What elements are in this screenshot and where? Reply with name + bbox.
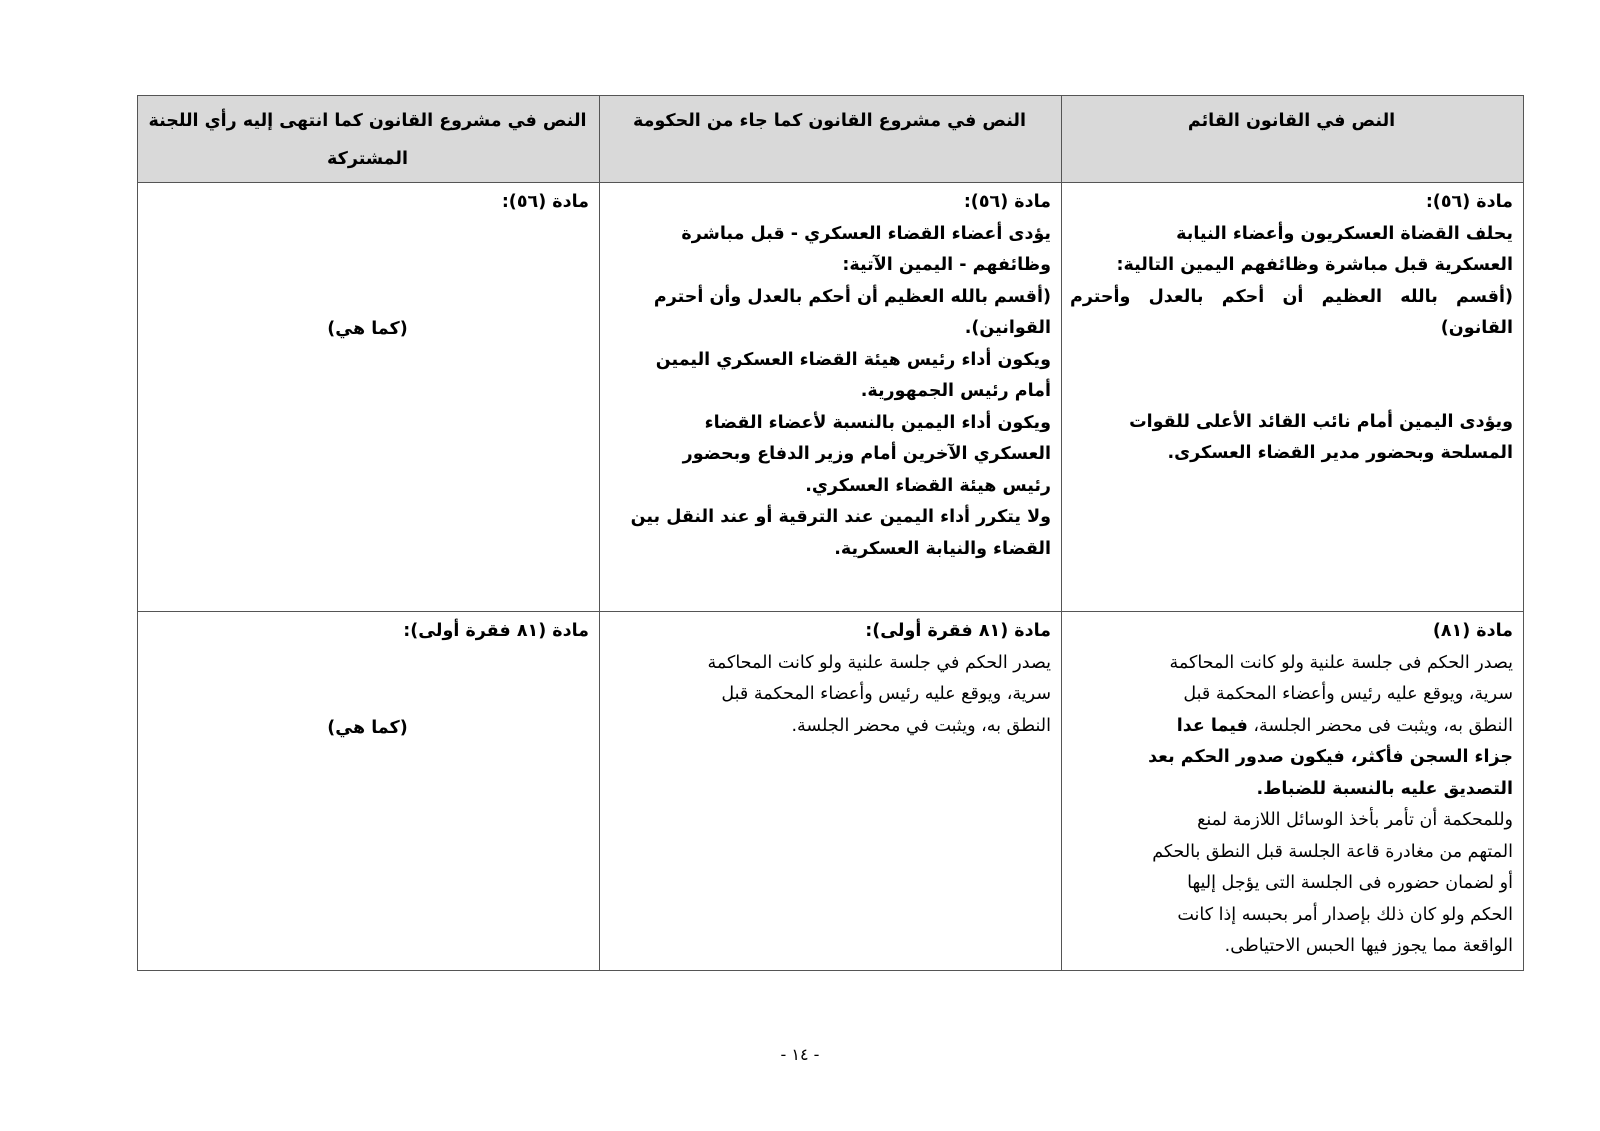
text-line: أو لضمان حضوره فى الجلسة التى يؤجل إليها [1187, 873, 1513, 893]
text-line: يصدر الحكم في جلسة علنية ولو كانت المحاكمة [707, 652, 1051, 673]
unchanged-note: (كما هي) [327, 318, 408, 339]
text-normal: النطق به، ويثبت فى محضر الجلسة، [1253, 715, 1513, 736]
text-line: المسلحة وبحضور مدير القضاء العسكرى. [1167, 443, 1513, 463]
cell-government-draft-article-56 [600, 183, 1062, 612]
text-line: أمام رئيس الجمهورية. [860, 381, 1051, 401]
text-line: التصديق عليه بالنسبة للضباط. [1256, 778, 1513, 799]
paragraph-gap [1070, 345, 1513, 407]
text-line: العسكري الآخرين أمام وزير الدفاع وبحضور [682, 444, 1051, 464]
text-line: القوانين). [964, 318, 1051, 338]
comparison-table [137, 95, 1524, 971]
cell-government-draft-article-81 [600, 612, 1062, 971]
text-line: ويكون أداء اليمين بالنسبة لأعضاء القضاء [704, 412, 1051, 433]
text-bold: فيما عدا [1176, 715, 1248, 736]
page-number: - ١٤ - [780, 1045, 820, 1064]
article-title: مادة (٥٦): [963, 192, 1051, 212]
text-line: وظائفهم - اليمين الآتية: [842, 255, 1051, 275]
text-line: ولا يتكرر أداء اليمين عند الترقية أو عند النقل بين [630, 507, 1051, 527]
text-line: (أقسم بالله العظيم أن أحكم بالعدل وأن أحترم [653, 286, 1051, 307]
table-row [138, 612, 1524, 971]
text-line: يحلف القضاة العسكريون وأعضاء النيابة [1176, 223, 1513, 244]
text-line-mixed [1070, 711, 1513, 743]
text-line: رئيس هيئة القضاء العسكري. [805, 475, 1051, 496]
header-existing-law: النص في القانون القائم [1062, 96, 1524, 183]
article-title: مادة (٥٦): [501, 192, 589, 212]
text-line: القضاء والنيابة العسكرية. [834, 538, 1051, 559]
cell-committee-opinion-article-56 [138, 183, 600, 612]
cell-committee-opinion-article-81 [138, 612, 600, 971]
text-line: سرية، ويوقع عليه رئيس وأعضاء المحكمة قبل [721, 684, 1051, 704]
cell-existing-law-article-56 [1062, 183, 1524, 612]
article-title: مادة (٨١ فقرة أولى): [403, 621, 589, 641]
table-row [138, 183, 1524, 612]
text-line: ويؤدى اليمين أمام نائب القائد الأعلى للقوات [1129, 411, 1513, 432]
unchanged-note: (كما هي) [327, 717, 408, 738]
article-title: مادة (٨١ فقرة أولى): [865, 621, 1051, 641]
header-committee-opinion: النص في مشروع القانون كما انتهى إليه رأي اللجنة المشتركة [138, 96, 600, 183]
text-line: سرية، ويوقع عليه رئيس وأعضاء المحكمة قبل [1183, 684, 1513, 704]
cell-existing-law-article-81 [1062, 612, 1524, 971]
text-line: جزاء السجن فأكثر، فيكون صدور الحكم بعد [1148, 747, 1513, 767]
article-title: مادة (٨١) [1432, 621, 1513, 641]
text-line: المتهم من مغادرة قاعة الجلسة قبل النطق بالحكم [1152, 841, 1513, 862]
header-government-draft: النص في مشروع القانون كما جاء من الحكومة [600, 96, 1062, 183]
text-line: يصدر الحكم فى جلسة علنية ولو كانت المحاكمة [1169, 652, 1513, 673]
article-title: مادة (٥٦): [1425, 192, 1513, 212]
text-line: الواقعة مما يجوز فيها الحبس الاحتياطى. [1224, 936, 1513, 956]
text-line: العسكرية قبل مباشرة وظائفهم اليمين التالية: [1116, 255, 1513, 275]
text-line: يؤدى أعضاء القضاء العسكري - قبل مباشرة [681, 223, 1051, 244]
text-line: وللمحكمة أن تأمر بأخذ الوسائل اللازمة لمنع [1197, 810, 1513, 830]
text-line: الحكم ولو كان ذلك بإصدار أمر بحبسه إذا كانت [1177, 904, 1513, 925]
text-line: (أقسم بالله العظيم أن أحكم بالعدل وأحترم القانون) [1070, 286, 1513, 338]
text-line: النطق به، ويثبت في محضر الجلسة. [791, 715, 1051, 736]
text-line: ويكون أداء رئيس هيئة القضاء العسكري اليمين [655, 349, 1051, 370]
table-header-row [138, 96, 1524, 183]
